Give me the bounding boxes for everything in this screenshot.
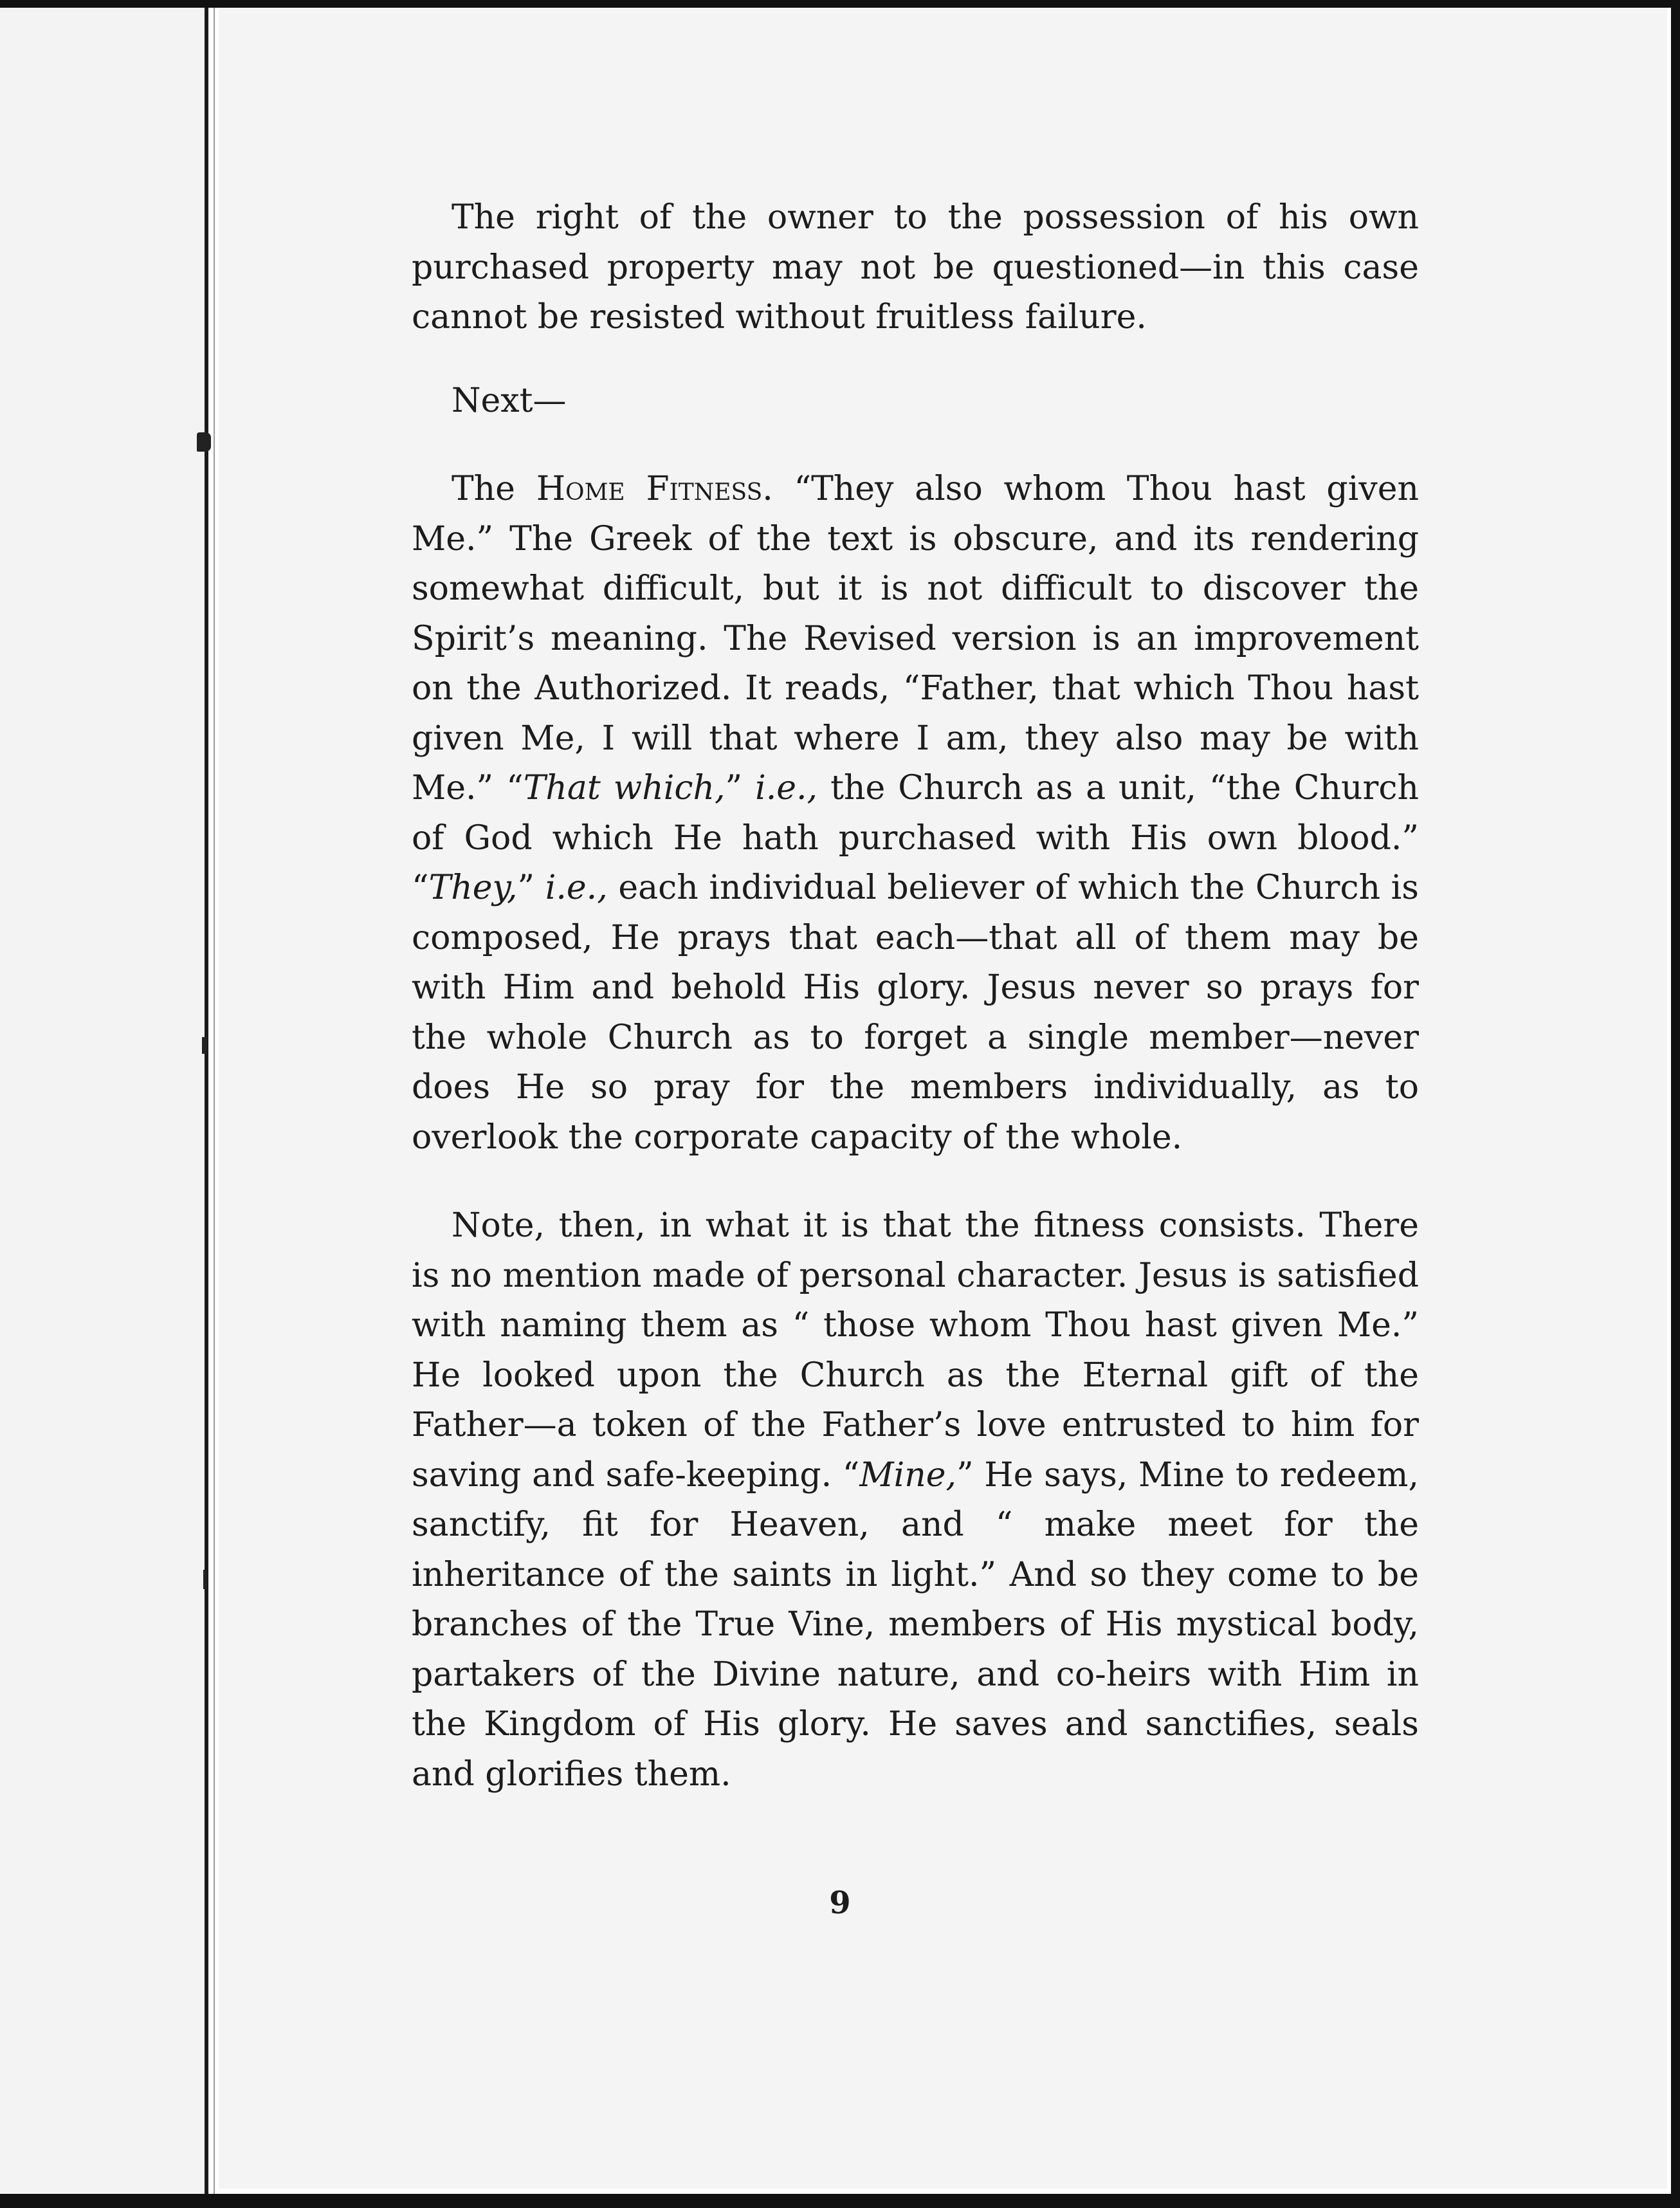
- paragraph-text: The right of the owner to the possession of his own purchased property may not be questioned—in this case cannot be resisted without fruitless failure.: [412, 198, 1419, 336]
- margin-mark: [203, 1570, 207, 1589]
- text-run: ” He says, Mine to redeem, sanctify, fit for Heaven, and “ make meet for the inheritance of the saints in light.” And so they come to be branches of the True Vine, members of His mystical body, partakers of the Divine nature, and co-heirs with Him in the Kingdom of His glory. He saves and sanctifies, seals and glorifies them.: [412, 1455, 1420, 1794]
- paragraph-text: Next—: [452, 381, 567, 420]
- scan-border-bottom: [0, 2194, 1680, 2208]
- scan-border-top: [0, 0, 1680, 8]
- text-run: the Church as a unit, “the Church of God which He hath purchased with His own blood.” “: [412, 769, 1420, 907]
- margin-mark: [197, 432, 211, 452]
- paragraph-home-fitness: [412, 465, 1419, 1163]
- binding-edge: [205, 6, 208, 2194]
- text-run: The: [452, 470, 536, 508]
- italic-run: They,: [428, 869, 518, 907]
- italic-run: i.e.,: [755, 769, 818, 807]
- text-run: ”: [517, 869, 545, 907]
- scan-border-right: [1671, 0, 1680, 2208]
- italic-run: Mine,: [859, 1455, 957, 1495]
- text-run: Note, then, in what it is that the fitness consists. There is no mention made of personal character. Jesus is satisfied with naming them as “ those whom Thou hast given Me.” He looked upon the Church as the Eternal gift of the Father—a token of the Father’s love entrusted to him for saving and safe-keeping. “: [412, 1206, 1419, 1495]
- italic-run: That which,: [523, 769, 726, 807]
- body-text: [412, 193, 1419, 1799]
- page-number: 9: [829, 1885, 851, 1921]
- text-run: each individual believer of which the Church is composed, He prays that each—that all of them may be with Him and behold His glory. Jesus never so prays for the whole Church as to forget a single member—never does He so pray for the members individually, as to overlook the corporate capacity of the whole.: [412, 869, 1419, 1157]
- paragraph-owner-right: [412, 193, 1419, 343]
- paragraph-next: [412, 376, 1419, 427]
- text-run: ”: [725, 769, 756, 807]
- text-run: “They also whom Thou hast given Me.” The Greek of the text is obscure, and its rendering somewhat difficult, but it is not difficult to discover the Spirit’s meaning. The Revised version is an improvement on the Authorized. It reads, “Father, that which Thou hast given Me, I will that where I am, they also may be with Me.” “: [412, 470, 1419, 807]
- left-margin: [0, 0, 206, 2208]
- paragraph-fitness-consists: [412, 1201, 1419, 1799]
- italic-run: i.e.,: [545, 869, 608, 907]
- margin-mark: [202, 1037, 207, 1054]
- section-heading: Home Fitness.: [536, 470, 773, 508]
- binding-edge-shadow: [214, 6, 215, 2194]
